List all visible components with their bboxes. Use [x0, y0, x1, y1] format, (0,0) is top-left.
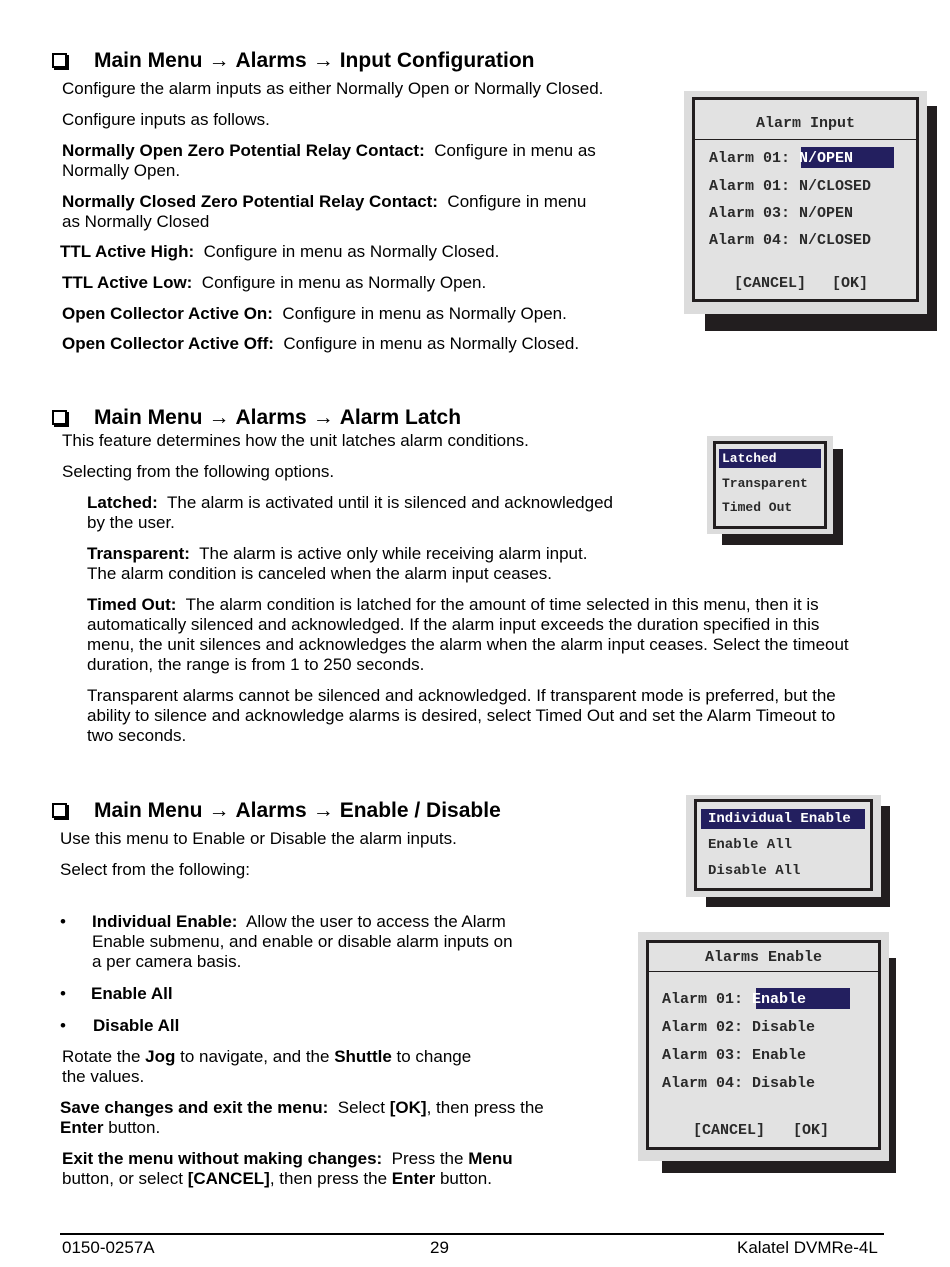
menu-row[interactable] — [662, 991, 806, 1009]
menu-row[interactable] — [662, 1019, 815, 1037]
rotate-instructions — [62, 1047, 532, 1087]
menu-row[interactable] — [662, 1047, 806, 1065]
text: , then press the — [269, 1169, 392, 1188]
text: button. — [435, 1169, 492, 1188]
row-value[interactable]: Enable — [752, 1047, 807, 1064]
term: Individual Enable: — [92, 912, 238, 931]
row-value[interactable]: Disable — [752, 1075, 816, 1092]
intro-text: Configure the alarm inputs as either Normally Open or Normally Closed. — [62, 79, 604, 98]
term: Disable All — [93, 1016, 180, 1035]
row-label: Alarm 01: — [662, 991, 744, 1008]
term: Transparent: — [87, 544, 190, 563]
option-timed-out-item[interactable]: Timed Out — [722, 500, 793, 515]
bullet-disable-all — [93, 1016, 179, 1036]
row-value[interactable]: Disable — [752, 1019, 816, 1036]
bullet-individual-enable — [92, 912, 562, 972]
menu-divider — [649, 971, 878, 972]
term: Timed Out: — [87, 595, 177, 614]
term: Normally Closed Zero Potential Relay Contact: — [62, 192, 438, 211]
arrow-icon: → — [312, 799, 334, 822]
desc: Configure in menu as Normally Open. — [282, 304, 567, 323]
alarm-latch-menu — [707, 436, 833, 534]
desc: Configure in menu as — [434, 141, 596, 160]
item-oc-on — [62, 304, 567, 324]
term: Normally Open Zero Potential Relay Contact: — [62, 141, 425, 160]
checkbox-bullet-icon — [52, 803, 67, 818]
arrow-icon: → — [208, 49, 230, 72]
enable-disable-panel — [694, 799, 873, 891]
menu-row[interactable] — [709, 232, 871, 250]
option-enable-all[interactable]: Enable All — [708, 837, 793, 853]
save-instructions — [60, 1098, 580, 1138]
ok-term: [OK] — [389, 1098, 427, 1117]
arrow-icon: → — [208, 406, 230, 429]
intro-text-2: Select from the following: — [60, 860, 250, 879]
note-transparent — [87, 686, 907, 746]
note-line: ability to silence and acknowledge alarms is desired, select Timed Out and set the Alarm Timeout to — [87, 706, 836, 725]
option-transparent — [87, 544, 647, 584]
section-heading-alarm-latch — [50, 406, 461, 430]
alarms-enable-menu — [638, 932, 889, 1161]
text: the values. — [62, 1067, 145, 1086]
row-label: Alarm 03: — [662, 1047, 744, 1064]
checkbox-bullet-icon — [52, 53, 67, 68]
cancel-term: [CANCEL] — [187, 1169, 270, 1188]
desc: Configure in menu as Normally Closed. — [203, 242, 500, 261]
row-label: Alarm 03: — [709, 205, 791, 222]
crumb-enable-disable: Enable / Disable — [339, 799, 501, 822]
row-label: Alarm 04: — [709, 232, 791, 249]
bullet-enable-all — [91, 984, 173, 1004]
crumb-main-menu: Main Menu — [94, 49, 203, 72]
bullet-icon: • — [60, 984, 66, 1003]
row-label: Alarm 01: — [709, 178, 791, 195]
menu-row[interactable] — [709, 205, 853, 223]
text: button. — [103, 1118, 161, 1137]
desc: automatically silenced and acknowledged. If the alarm input exceeds the duration specified in this — [87, 615, 820, 634]
intro-text-2: Selecting from the following options. — [62, 462, 335, 481]
footer-rule — [60, 1233, 884, 1235]
enter-term: Enter — [391, 1169, 436, 1188]
crumb-alarms: Alarms — [235, 49, 307, 72]
option-disable-all[interactable]: Disable All — [708, 863, 801, 879]
checkbox-bullet-icon — [52, 410, 67, 425]
menu-row[interactable] — [709, 150, 853, 168]
ok-button[interactable]: [OK] — [832, 275, 869, 292]
menu-title: Alarms Enable — [704, 949, 823, 966]
alarm-latch-panel — [713, 441, 827, 529]
desc: Enable submenu, and enable or disable alarm inputs on — [92, 932, 513, 951]
section-heading-input-configuration — [50, 49, 535, 73]
desc: Configure in menu as Normally Closed. — [283, 334, 580, 353]
desc: The alarm is active only while receiving alarm input. — [199, 544, 588, 563]
bullet-icon: • — [60, 1016, 66, 1035]
crumb-alarms: Alarms — [235, 406, 307, 429]
arrow-icon: → — [312, 406, 334, 429]
desc: Configure in menu as Normally Open. — [201, 273, 487, 292]
desc: The alarm condition is latched for the amount of time selected in this menu, then it is — [185, 595, 819, 614]
term: Open Collector Active On: — [62, 304, 273, 323]
term: Open Collector Active Off: — [62, 334, 274, 353]
desc: by the user. — [87, 513, 175, 532]
term: TTL Active Low: — [62, 273, 193, 292]
option-individual-enable[interactable]: Individual Enable — [708, 811, 851, 827]
row-value-selected[interactable]: N/OPEN — [799, 150, 854, 167]
desc: Configure in menu — [447, 192, 587, 211]
item-no-relay — [62, 141, 632, 181]
option-latched — [87, 493, 647, 533]
crumb-alarm-latch: Alarm Latch — [339, 406, 462, 429]
crumb-main-menu: Main Menu — [94, 799, 203, 822]
note-line: Transparent alarms cannot be silenced and acknowledged. If transparent mode is preferred, but the — [87, 686, 836, 705]
item-nc-relay — [62, 192, 632, 232]
row-value[interactable]: N/OPEN — [799, 205, 854, 222]
jog-term: Jog — [145, 1047, 176, 1066]
row-value-selected[interactable]: Enable — [752, 991, 807, 1008]
desc: The alarm is activated until it is silenced and acknowledged — [166, 493, 614, 512]
menu-term: Menu — [468, 1149, 513, 1168]
crumb-input-configuration: Input Configuration — [339, 49, 535, 72]
option-latched-item[interactable]: Latched — [722, 451, 777, 466]
footer-page-number: 29 — [430, 1238, 449, 1257]
desc: duration, the range is from 1 to 250 seconds. — [87, 655, 425, 674]
intro-text-2: Configure inputs as follows. — [62, 110, 270, 129]
desc: Normally Open. — [62, 161, 181, 180]
term: Exit the menu without making changes: — [62, 1149, 383, 1168]
footer-product-name: Kalatel DVMRe-4L — [737, 1238, 878, 1257]
desc: a per camera basis. — [92, 952, 242, 971]
desc: The alarm condition is canceled when the alarm input ceases. — [87, 564, 552, 583]
text: to change — [391, 1047, 472, 1066]
enter-term: Enter — [60, 1118, 104, 1137]
alarms-enable-panel — [646, 940, 881, 1150]
enable-disable-menu — [686, 795, 881, 897]
row-label: Alarm 01: — [709, 150, 791, 167]
row-label: Alarm 04: — [662, 1075, 744, 1092]
ok-button[interactable]: [OK] — [793, 1122, 830, 1139]
alarm-input-panel — [692, 97, 919, 302]
note-line: two seconds. — [87, 726, 187, 745]
alarm-input-menu — [684, 91, 927, 314]
desc: menu, the unit silences and acknowledges the alarm when the alarm input ceases. Select the timeout — [87, 635, 849, 654]
term: Save changes and exit the menu: — [60, 1098, 329, 1117]
exit-instructions — [62, 1149, 582, 1189]
menu-title: Alarm Input — [755, 115, 856, 132]
menu-row[interactable] — [662, 1075, 815, 1093]
footer-doc-number: 0150-0257A — [62, 1238, 155, 1257]
term: Latched: — [87, 493, 158, 512]
text: Press the — [391, 1149, 469, 1168]
desc: Allow the user to access the Alarm — [245, 912, 506, 931]
shuttle-term: Shuttle — [334, 1047, 392, 1066]
term: Enable All — [91, 984, 173, 1003]
text: to navigate, and the — [175, 1047, 335, 1066]
bullet-icon: • — [60, 912, 66, 931]
option-transparent-item[interactable]: Transparent — [722, 476, 808, 491]
intro-text: Use this menu to Enable or Disable the alarm inputs. — [60, 829, 457, 848]
item-oc-off — [62, 334, 579, 354]
item-ttl-high — [60, 242, 499, 262]
cancel-button[interactable]: [CANCEL] — [693, 1122, 766, 1139]
row-value[interactable]: N/CLOSED — [799, 178, 872, 195]
option-timed-out — [87, 595, 907, 675]
intro-text: This feature determines how the unit latches alarm conditions. — [62, 431, 529, 450]
row-label: Alarm 02: — [662, 1019, 744, 1036]
text: , then press the — [426, 1098, 544, 1117]
cancel-button[interactable]: [CANCEL] — [734, 275, 807, 292]
term: TTL Active High: — [60, 242, 195, 261]
crumb-alarms: Alarms — [235, 799, 307, 822]
arrow-icon: → — [312, 49, 334, 72]
menu-divider — [695, 139, 916, 140]
menu-row[interactable] — [709, 178, 871, 196]
text: Rotate the — [62, 1047, 146, 1066]
desc: as Normally Closed — [62, 212, 210, 231]
text: Select — [337, 1098, 390, 1117]
row-value[interactable]: N/CLOSED — [799, 232, 872, 249]
arrow-icon: → — [208, 799, 230, 822]
text: button, or select — [62, 1169, 188, 1188]
section-heading-enable-disable — [50, 799, 501, 823]
crumb-main-menu: Main Menu — [94, 406, 203, 429]
item-ttl-low — [62, 273, 486, 293]
